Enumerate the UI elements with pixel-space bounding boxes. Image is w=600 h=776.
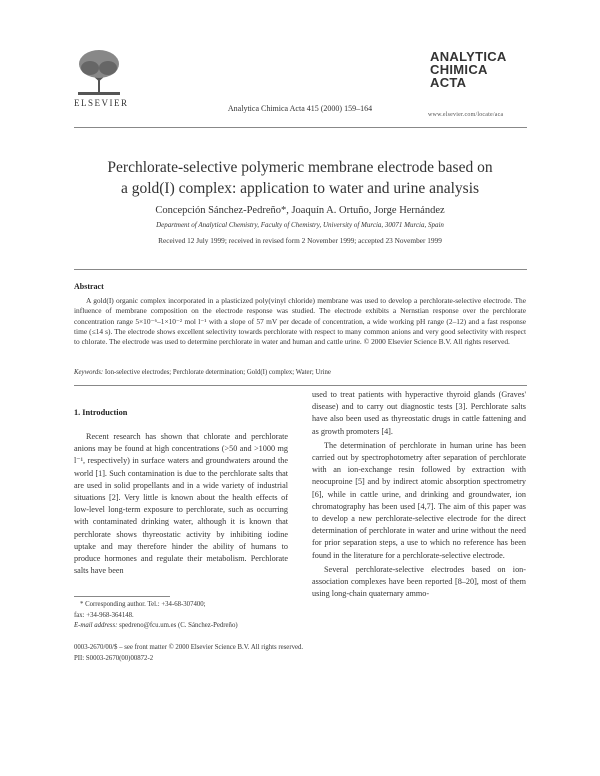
- issn-line: 0003-2670/00/$ – see front matter © 2000 Elsevier Science B.V. All rights reserved.: [74, 644, 304, 651]
- section-heading: 1. Introduction: [74, 408, 128, 417]
- article-title: [70, 157, 530, 199]
- paragraph: used to treat patients with hyperactive thyroid glands (Graves' disease) and to carry out diagnostic tests [3]. Perchlorate salts have also been used as thyreostatic drugs in cattle fattening and as growth promoters [4].: [312, 390, 526, 436]
- email-address: spedreno@fcu.um.es (C. Sánchez-Pedreño): [119, 622, 238, 630]
- publisher-name: ELSEVIER: [74, 98, 129, 108]
- journal-logo-line: CHIMICA: [430, 62, 488, 77]
- paragraph: The determination of perchlorate in human urine has been carried out by spectrophotometry after separation of perchlorate with an ion-exchange resin followed by extraction with neocuproine [5] and by indirect atomic absorption spectrometry [6], while in cattle urine, and drinking and groundwater, ion chromatography has been used [4,7]. The aim of this paper was to develop a new perchlorate-selective electrode for the direct determination of perchlorate in water and urine without the need for prior separation steps, a use to which no reference has been found in the literature for a perchlorate-selective electrode.: [312, 440, 526, 560]
- abstract-rule-top: [74, 269, 527, 270]
- keywords-label: Keywords:: [74, 369, 104, 376]
- received-dates: Received 12 July 1999; received in revised form 2 November 1999; accepted 23 November 1999: [158, 236, 442, 245]
- footnote-rule: [74, 596, 170, 597]
- title-line: Perchlorate-selective polymeric membrane electrode based on: [107, 159, 493, 176]
- abstract-heading: Abstract: [74, 282, 104, 291]
- journal-url: www.elsevier.com/locate/aca: [428, 112, 504, 118]
- email-label: E-mail address:: [74, 622, 118, 630]
- footnote-email-line: [74, 621, 288, 632]
- authors: Concepción Sánchez-Pedreño*, Joaquín A. Ortuño, Jorge Hernández: [155, 205, 445, 216]
- journal-citation: Analytica Chimica Acta 415 (2000) 159–164: [227, 104, 373, 113]
- footnote-line: fax: +34-968-364148.: [74, 611, 134, 619]
- title-line: a gold(I) complex: application to water and urine analysis: [120, 180, 480, 197]
- paragraph: Recent research has shown that chlorate and perchlorate anions may be found at high concentrations (>50 and >1000 mg l⁻¹, respectively) in surface waters and groundwaters around the world [1]. Such contamination is due to the perchlorate salts that are used in solid propellants and in a wide variety of industrial situations [2]. Very little is known about the health effects of low-level long-term exposure to perchlorate, such as occurring with contaminated drinking water, although it is known that perchlorate shows thyreostatic activity by inhibiting iodine uptake and may therefore hinder the ability of humans to produce hormones and regulate their metabolism. Perchlorate salts have been: [74, 432, 288, 576]
- affiliation: Department of Analytical Chemistry, Faculty of Chemistry, University of Murcia, 30071 Murcia, Spain: [156, 221, 444, 229]
- paragraph: Several perchlorate-selective electrodes based on ion-association complexes have been reported [8–20], most of them using long-chain quaternary ammo-: [312, 564, 526, 599]
- abstract-body: A gold(I) organic complex incorporated in a plasticized poly(vinyl chloride) membrane was used to develop a perchlorate-selective electrode. The influence of membrane composition on the electrode response was studied. The electrode exhibits a Nernstian response over the perchlorate concentration range 5×10⁻⁶–1×10⁻² mol l⁻¹ with a slope of 57 mV per decade of concentration, a wide working pH range (2–12) and a fast response time (≤14 s). The electrode shows excellent selectivity towards perchlorate with respect to many common anions and very good selectivity with respect to chlorate. The electrode was used to determine perchlorate in water and human and cattle urine. © 2000 Elsevier Science B.V. All rights reserved.: [74, 296, 526, 347]
- journal-logo: [430, 50, 507, 89]
- footnote: [74, 600, 288, 632]
- journal-logo-line: ANALYTICA: [430, 49, 507, 64]
- left-column: [74, 431, 288, 577]
- abstract-rule-bottom: [74, 385, 527, 386]
- issn-block: [74, 643, 303, 664]
- keywords-text: Ion-selective electrodes; Perchlorate determination; Gold(I) complex; Water; Urine: [104, 369, 331, 376]
- right-column: [312, 389, 526, 600]
- footnote-line: * Corresponding author. Tel.: +34-68-307400;: [80, 601, 206, 608]
- keywords: [74, 369, 526, 376]
- pii-line: PII: S0003-2670(00)00872-2: [74, 654, 154, 662]
- header-rule: [74, 127, 527, 128]
- journal-logo-line: ACTA: [430, 75, 467, 90]
